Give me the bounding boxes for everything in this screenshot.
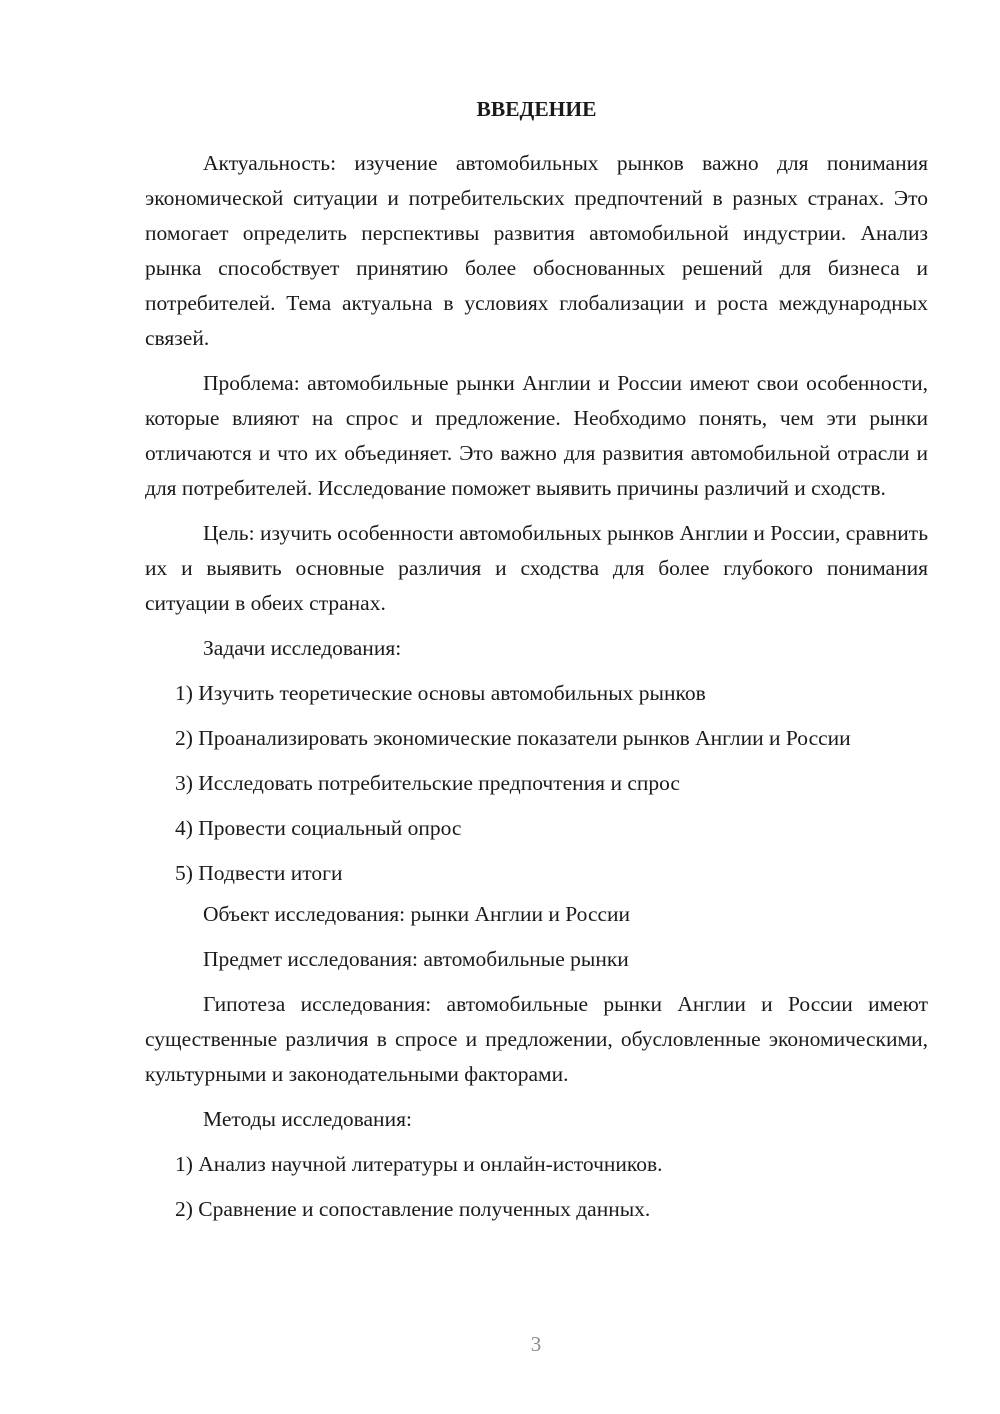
problem-paragraph: Проблема: автомобильные рынки Англии и России имеют свои особенности, которые влияют на спрос и предложение. Необходимо понять, чем эти рынки отличаются и что их объединяет. Это важно для развития автомобильной отрасли и для потребителей. Исследование поможет выявить причины различий и сходств. [145, 371, 928, 500]
page-number: 3 [530, 1332, 542, 1356]
task-item: 1) Изучить теоретические основы автомобильных рынков [175, 681, 706, 705]
method-item: 1) Анализ научной литературы и онлайн-источников. [175, 1152, 663, 1176]
task-item: 3) Исследовать потребительские предпочтения и спрос [175, 771, 680, 795]
methods-heading: Методы исследования: [203, 1107, 412, 1131]
object-paragraph: Объект исследования: рынки Англии и России [203, 902, 631, 926]
document-page [145, 92, 928, 1237]
page-title: ВВЕДЕНИЕ [476, 97, 597, 121]
task-item: 4) Провести социальный опрос [175, 816, 462, 840]
goal-paragraph: Цель: изучить особенности автомобильных рынков Англии и России, сравнить их и выявить основные различия и сходства для более глубокого понимания ситуации в обеих странах. [145, 521, 928, 615]
hypothesis-paragraph: Гипотеза исследования: автомобильные рынки Англии и России имеют существенные различия в спросе и предложении, обусловленные экономическими, культурными и законодательными факторами. [145, 992, 928, 1086]
task-item: 2) Проанализировать экономические показатели рынков Англии и России [175, 726, 851, 750]
method-item: 2) Сравнение и сопоставление полученных данных. [175, 1197, 651, 1221]
task-item: 5) Подвести итоги [175, 861, 343, 885]
relevance-paragraph: Актуальность: изучение автомобильных рынков важно для понимания экономической ситуации и потребительских предпочтений в разных странах. Это помогает определить перспективы развития автомобильной индустрии. Анализ рынка способствует принятию более обоснованных решений для бизнеса и потребителей. Тема актуальна в условиях глобализации и роста международных связей. [145, 151, 928, 350]
tasks-heading: Задачи исследования: [203, 636, 402, 660]
subject-paragraph: Предмет исследования: автомобильные рынки [203, 947, 629, 971]
